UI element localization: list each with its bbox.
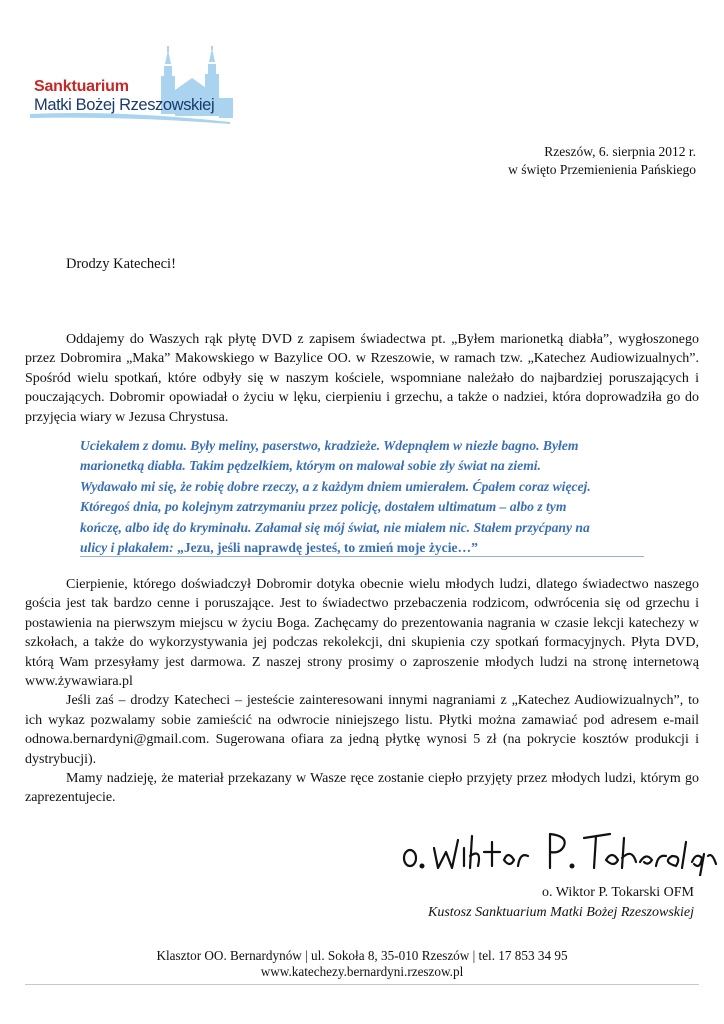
date-block (508, 143, 696, 179)
date-line: Rzeszów, 6. sierpnia 2012 r. (544, 144, 696, 159)
footer-divider (25, 984, 699, 985)
quote-line: marionetką diabła. Takim pędzelkiem, którym on malował sobie zły świat na ziemi. (80, 458, 541, 474)
footer (0, 948, 724, 980)
logo-title-line1: Sanktuarium (34, 78, 129, 95)
logo-title-line2: Matki Bożej Rzeszowskiej (34, 96, 215, 114)
intro-paragraph: Oddajemy do Waszych rąk płytę DVD z zapisem świadectwa pt. „Byłem marionetką diabła”, wygłoszonego przez Dobromira „Maka” Makowskiego w Bazylice OO. w Rzeszowie, w ramach tzw. „Katechez Audiowizualnych”. Spośród wielu spotkań, które odbyły się w naszym kościele, wspomniane należało do najbardziej poruszających i pouczających. Dobromir opowiadał o życiu w lęku, cierpieniu i grzechu, a także o nadziei, która doprowadziła go do przyjęcia wiary w Jezusa Chrystusa. (25, 332, 699, 425)
quote-emphasis: „Jezu, jeśli naprawdę jesteś, to zmień moje życie…” (177, 540, 478, 556)
quote-line: Wydawało mi się, że robię dobre rzeczy, a z każdym dniem umierałem. Ćpałem coraz więcej. (80, 478, 591, 494)
body-paragraph: Jeśli zaś – drodzy Katecheci – jesteście zainteresowani innymi nagraniami z „Katechez Audiowizualnych”, to ich wykaz pozwalamy sobie zamieścić na odwrocie niniejszego listu. Płytki można zamawiać pod adresem e-mail odnowa.bernardyni@gmail.com. Sugerowana ofiara za jedną płytkę wynosi 5 zł (na pokrycie kosztów produkcji i dystrybucji). (25, 693, 699, 767)
greeting: Drodzy Katecheci! (66, 256, 176, 272)
signer-block (428, 883, 694, 923)
footer-address: Klasztor OO. Bernardynów | ul. Sokoła 8, 35-010 Rzeszów | tel. 17 853 34 95 (156, 948, 568, 963)
body-text (25, 575, 699, 808)
quote-line: kończę, albo idę do kryminału. Załamał się mój świat, nie miałem nic. Stałem przyćpany na (80, 519, 590, 535)
sanctuary-logo (30, 46, 240, 126)
body-paragraph: Mamy nadzieję, że materiał przekazany w Wasze ręce zostanie ciepło przyjęty przez młodych ludzi, którym go zaprezentujecie. (25, 771, 699, 806)
quote-divider (80, 556, 644, 557)
testimony-quote (80, 436, 644, 558)
quote-line: Któregoś dnia, po kolejnym zatrzymaniu przez policję, dostałem ultimatum – albo z tym (80, 499, 567, 515)
signer-name: o. Wiktor P. Tokarski OFM (542, 885, 694, 900)
body-paragraph: Cierpienie, którego doświadczył Dobromir dotyka obecnie wielu młodych ludzi, dlatego świadectwo naszego gościa jest tak bardzo cenne i poruszające. Jest to świadectwo przebaczenia rodzicom, odwrócenia się od grzechu i postawienia na pierwszym miejscu w życiu Boga. Zachęcamy do prezentowania nagrania w czasie lekcji katechezy w szkołach, a także do wykorzystywania jej podczas rekolekcji, dni skupienia czy spotkań formacyjnych. Płyta DVD, którą Wam przesyłamy jest darmowa. Z naszej strony prosimy o zaproszenie młodych ludzi na stronę internetową www.żywawiara.pl (25, 577, 699, 690)
feast-line: w święto Przemienienia Pańskiego (508, 162, 696, 177)
handwritten-signature (400, 826, 720, 881)
quote-line: Uciekałem z domu. Były meliny, paserstwo, kradzieże. Wdepnąłem w niezłe bagno. Byłem (80, 438, 579, 453)
signer-role: Kustosz Sanktuarium Matki Bożej Rzeszowskiej (428, 905, 694, 920)
footer-website: www.katechezy.bernardyni.rzeszow.pl (260, 964, 464, 979)
quote-last-prefix: ulicy i płakałem: (80, 540, 178, 556)
signature-icon (400, 826, 720, 876)
